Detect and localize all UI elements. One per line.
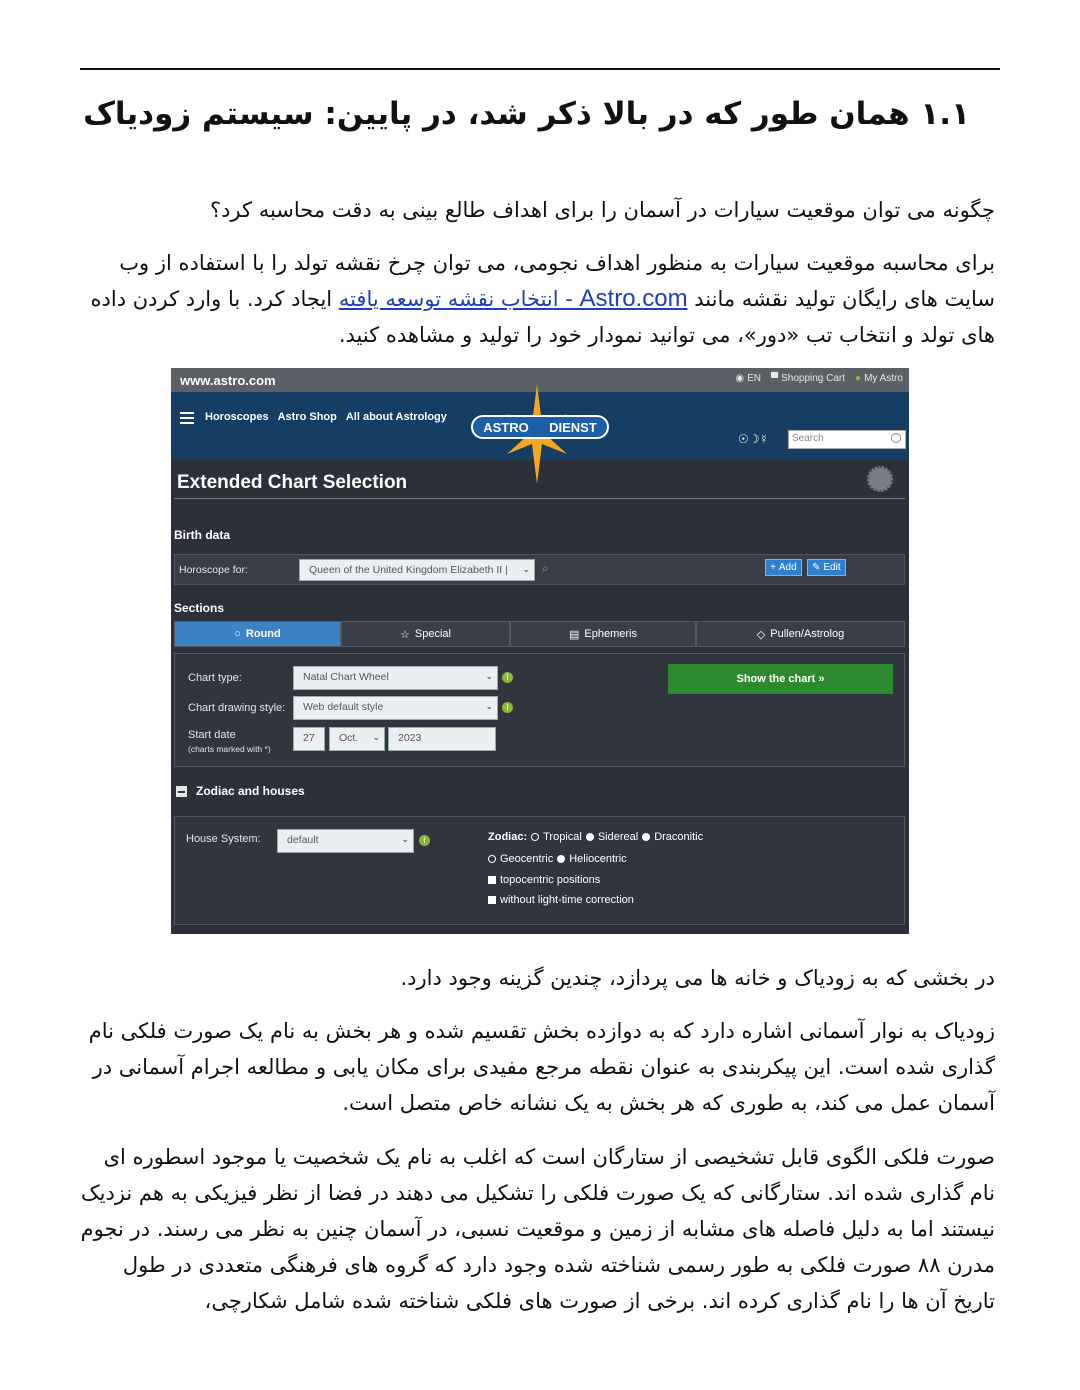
top-rule: [80, 68, 1000, 70]
shopping-cart-link[interactable]: ▀ Shopping Cart: [771, 373, 846, 384]
house-system-label: House System:: [186, 833, 261, 845]
radio-tropical[interactable]: [531, 833, 539, 841]
topocentric-option[interactable]: topocentric positions: [488, 874, 600, 886]
nav-astro-shop[interactable]: Astro Shop: [277, 411, 337, 423]
centric-options: Geocentric Heliocentric: [488, 853, 627, 865]
astrodienst-logo[interactable]: [469, 400, 611, 484]
zodiac-wheel-icon[interactable]: [867, 466, 893, 492]
document-icon: ▤: [569, 628, 580, 641]
radio-draconitic[interactable]: [642, 833, 650, 841]
zodiac-houses-heading[interactable]: Zodiac and houses: [176, 784, 305, 798]
globe-icon: ◉: [735, 373, 745, 384]
radio-heliocentric[interactable]: [557, 855, 565, 863]
zodiac-symbols[interactable]: ☉☽☿: [738, 432, 769, 446]
tab-ephemeris[interactable]: ▤ Ephemeris: [510, 621, 696, 647]
paragraph-constellations: صورت فلکی الگوی قابل تشخیصی از ستارگان است که اغلب به نام یک شخصیت یا موجود اسطوره ای نام گذاری شده اند. ستارگانی که یک صورت فلکی را تشکیل می دهند در فضا از نظر فیزیکی به هم نزدیک نیستند اما به دلیل فاصله های مشابه از زمین و موقعیت نسبی، در آسمان چنین به نظر می رسند. در نجوم مدرن ۸۸ صورت فلکی به طور رسمی شناخته شده وجود دارد که گروه های فرهنگی متعددی در طول تاریخ آن ها را نام گذاری کرده اند. برخی از صورت های فلکی شناخته شده شامل شکارچی،: [80, 1145, 995, 1313]
user-icon: ●: [855, 373, 862, 384]
section-heading: ۱.۱ همان طور که در بالا ذکر شد، در پایین: سیستم زودیاک: [83, 96, 970, 132]
checkbox-topocentric: [488, 876, 496, 884]
horoscope-for-label: Horoscope for:: [179, 564, 248, 576]
search-icon[interactable]: [891, 433, 901, 443]
light-time-option[interactable]: without light-time correction: [488, 894, 634, 906]
paragraph-intro: [80, 245, 995, 353]
astro-link-text: - انتخاب نقشه توسعه یافته: [338, 287, 580, 311]
nav-horoscopes[interactable]: Horoscopes: [205, 411, 269, 423]
plus-icon: +: [770, 562, 776, 573]
drawing-style-select[interactable]: Web default style ⌄: [293, 696, 498, 720]
diamond-icon: ◇: [756, 628, 766, 641]
tab-pullen-astrolog[interactable]: ◇ Pullen/Astrolog: [696, 621, 905, 647]
info-icon[interactable]: i: [419, 835, 430, 846]
circle-icon: ○: [234, 628, 241, 640]
day-input[interactable]: 27: [293, 727, 325, 751]
info-icon[interactable]: i: [502, 672, 513, 683]
info-icon[interactable]: i: [502, 702, 513, 713]
logo-text-right: DIENST: [549, 419, 597, 435]
title-divider: [174, 498, 905, 499]
star-icon: ☆: [400, 628, 410, 641]
checkbox-light-time: [488, 896, 496, 904]
search-input[interactable]: [788, 430, 906, 449]
paragraph-intro-text: برای محاسبه موقعیت سیارات به منظور اهداف نجومی، می توان چرخ نقشه تولد را با استفاده از وب سایت های رایگان تولید نقشه مانند: [119, 251, 995, 311]
sections-heading: Sections: [174, 601, 225, 615]
chart-type-label: Chart type:: [188, 672, 242, 684]
birth-data-heading: Birth data: [174, 528, 231, 542]
astro-link[interactable]: [339, 287, 688, 311]
zodiac-label: Zodiac:: [488, 831, 528, 843]
cart-icon: ▀: [771, 373, 779, 384]
tab-special[interactable]: ☆ Special: [341, 621, 510, 647]
astro-link-site: Astro.com: [579, 285, 688, 312]
tab-round[interactable]: ○ Round: [174, 621, 341, 647]
paragraph-zodiac-options: در بخشی که به زودیاک و خانه ها می پردازد، چندین گزینه وجود دارد.: [400, 966, 995, 990]
language-link[interactable]: ◉ EN: [735, 373, 762, 384]
collapse-icon[interactable]: [176, 786, 187, 797]
radio-sidereal[interactable]: [586, 833, 594, 841]
horoscope-for-select[interactable]: Queen of the United Kingdom Elizabeth II | ⌄: [299, 559, 535, 581]
site-navbar: [171, 392, 909, 460]
horoscope-for-row: [174, 554, 905, 585]
section-tabs: [174, 621, 905, 647]
chevron-down-icon: ⌄: [485, 671, 493, 681]
chevron-down-icon: ⌄: [401, 834, 409, 844]
page-title: Extended Chart Selection: [177, 472, 408, 493]
pencil-icon: ✎: [812, 562, 821, 573]
chevron-down-icon: ⌄: [522, 564, 530, 574]
start-date-note: (charts marked with *): [188, 744, 271, 754]
house-system-select[interactable]: default ⌄: [277, 829, 414, 853]
search-person-icon[interactable]: ⌕: [542, 561, 549, 575]
start-date-label: Start date: [188, 729, 236, 741]
edit-button[interactable]: ✎ Edit: [807, 559, 846, 576]
site-url: www.astro.com: [180, 373, 276, 388]
logo-text-left: ASTRO: [483, 419, 529, 435]
my-astro-link[interactable]: ● My Astro: [855, 373, 903, 384]
add-button[interactable]: + Add: [765, 559, 802, 576]
radio-geocentric[interactable]: [488, 855, 496, 863]
chevron-down-icon: ⌄: [485, 701, 493, 711]
paragraph-zodiac-definition: زودیاک به نوار آسمانی اشاره دارد که به دوازده بخش تقسیم شده و هر بخش به نام یک صورت فلکی نام گذاری شده است. این پیکربندی به عنوان نقطه مرجع مفیدی برای مکان یابی و مطالعه اجرام آسمانی در آسمان عمل می کند، به طوری که هر بخش به یک نشانه خاص متصل است.: [88, 1019, 995, 1115]
search-placeholder: Search: [792, 433, 824, 444]
nav-about-astrology[interactable]: All about Astrology: [345, 411, 447, 423]
paragraph-intro-tail: ایجاد کرد. با وارد کردن داده های تولد و انتخاب تب «دور»، می توانید نمودار خود را تولید و مشاهده کنید.: [90, 287, 995, 347]
astro-screenshot: [171, 368, 909, 934]
chevron-down-icon: ⌄: [372, 732, 380, 742]
month-select[interactable]: Oct. ⌄: [329, 727, 385, 751]
paragraph-question: چگونه می توان موقعیت سیارات در آسمان را برای اهداف طالع بینی به دقت محاسبه کرد؟: [209, 198, 995, 222]
chart-type-select[interactable]: Natal Chart Wheel ⌄: [293, 666, 498, 690]
zodiac-options: Zodiac: Tropical Sidereal Draconitic: [488, 831, 704, 843]
drawing-style-label: Chart drawing style:: [188, 702, 286, 714]
show-chart-button[interactable]: Show the chart »: [668, 664, 893, 694]
year-input[interactable]: 2023: [388, 727, 496, 751]
menu-icon[interactable]: [180, 412, 194, 427]
